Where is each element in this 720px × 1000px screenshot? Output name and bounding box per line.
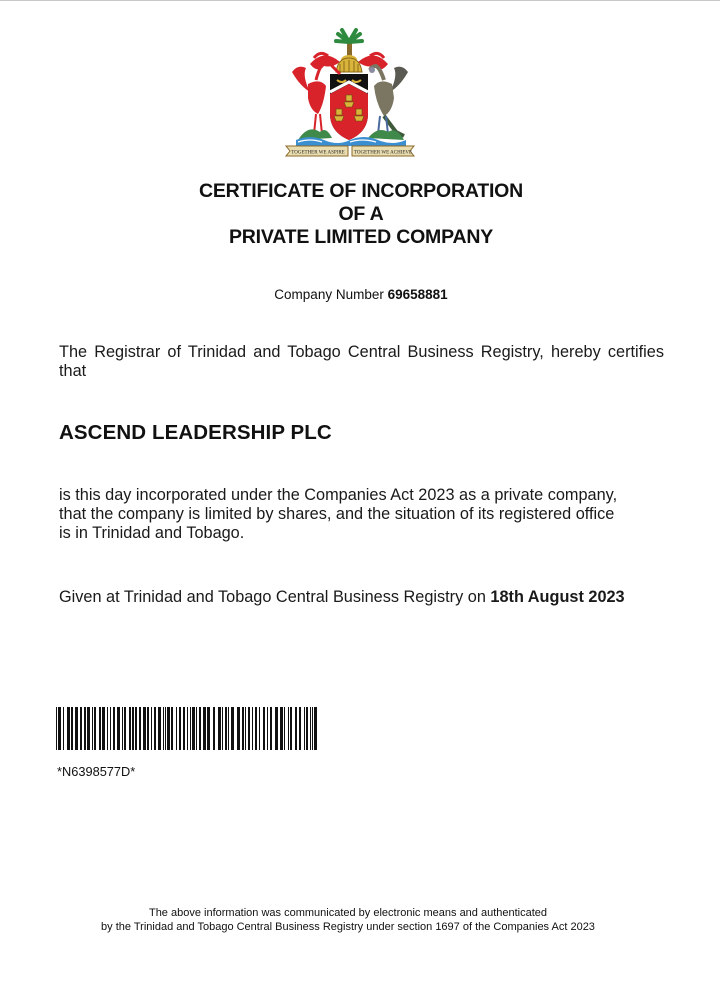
- shield-icon: [330, 74, 368, 140]
- issue-statement: [59, 588, 625, 607]
- title-line-2: OF A: [338, 203, 384, 225]
- barcode-text: *N6398577D*: [57, 764, 136, 779]
- issue-date: 18th August 2023: [490, 588, 625, 606]
- palm-tree-icon: [336, 30, 362, 58]
- page-top-border: [0, 0, 720, 1]
- registrar-statement: The Registrar of Trinidad and Tobago Central Business Registry, hereby certifies that: [59, 343, 664, 380]
- svg-text:TOGETHER WE ACHIEVE: TOGETHER WE ACHIEVE: [353, 150, 413, 156]
- footer-line-2: by the Trinidad and Tobago Central Business Registry under section 1697 of the Companies Act 2023: [101, 921, 595, 933]
- footer-line-1: The above information was communicated by electronic means and authenticated: [148, 907, 548, 919]
- authentication-footer: [0, 906, 696, 934]
- company-number-label: Company Number: [274, 287, 384, 302]
- motto-scroll-icon: [286, 146, 414, 156]
- company-number: [0, 287, 720, 302]
- company-number-value: 69658881: [387, 287, 448, 302]
- coat-of-arms-icon: [280, 28, 420, 160]
- title-line-1: CERTIFICATE OF INCORPORATION: [198, 180, 524, 202]
- svg-text:TOGETHER WE ASPIRE: TOGETHER WE ASPIRE: [291, 150, 345, 156]
- title-line-3: PRIVATE LIMITED COMPANY: [228, 226, 494, 248]
- company-name: ASCEND LEADERSHIP PLC: [59, 421, 332, 444]
- certificate-title: [0, 180, 720, 249]
- cocrico-bird-icon: [369, 66, 408, 136]
- incorporation-statement: is this day incorporated under the Companies Act 2023 as a private company, that the company is limited by shares, and the situation of its registered office is in Trinidad and Tobago.: [59, 486, 618, 542]
- barcode-icon: [56, 707, 319, 750]
- issue-statement-prefix: Given at Trinidad and Tobago Central Business Registry on: [59, 588, 486, 606]
